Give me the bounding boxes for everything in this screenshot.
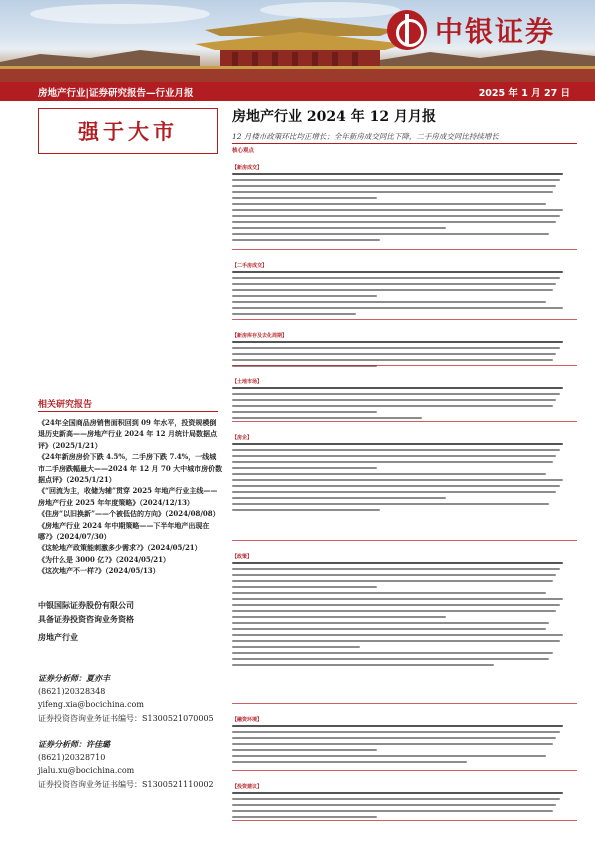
section-divider	[232, 249, 577, 250]
text-line	[232, 301, 546, 303]
text-line	[232, 798, 560, 800]
text-line	[232, 792, 563, 794]
text-line	[232, 455, 556, 457]
section-divider	[232, 421, 577, 422]
text-line	[232, 485, 560, 487]
body-section	[232, 424, 577, 515]
related-report-item[interactable]: 《24年全国商品房销售面积回到 09 年水平，投资规模倒退历史新高——房地产行业 2024 年 12 月统计局数据点评》（2025/1/21）	[38, 418, 217, 450]
brand-name: 中银证券	[435, 15, 556, 48]
related-report-item[interactable]: 《为什么是 3000 亿?》（2024/05/21）	[38, 554, 171, 564]
brand-logo	[387, 6, 587, 54]
text-line	[232, 467, 377, 469]
text-line	[232, 604, 560, 606]
text-line	[232, 203, 546, 205]
report-category-strip	[0, 82, 595, 101]
text-line	[232, 387, 563, 389]
text-line	[232, 749, 377, 751]
section-tag: 【新房库存及去化周期】	[232, 333, 288, 339]
text-line	[232, 503, 549, 505]
text-line	[232, 271, 563, 273]
body-section	[232, 543, 577, 670]
text-line	[232, 592, 546, 594]
text-line	[232, 277, 560, 279]
related-reports-list	[38, 417, 223, 577]
related-report-item[interactable]: 《“回流为主，收储为辅”贯穿 2025 年地产行业主线——房地产行业 2025 年年度策略》（2024/12/13）	[38, 486, 218, 507]
text-line	[232, 393, 560, 395]
text-line	[232, 586, 377, 588]
analyst-name: 证券分析师：夏亦丰	[38, 673, 110, 683]
company-qualification: 具备证券投资咨询业务资格	[38, 614, 134, 624]
text-line	[232, 347, 560, 349]
analyst-phone: (8621)20328710	[38, 753, 106, 763]
analyst-email[interactable]: yifeng.xia@bocichina.com	[38, 700, 144, 710]
body-section	[232, 154, 577, 245]
text-line	[232, 443, 563, 445]
text-line	[232, 341, 563, 343]
text-line	[232, 497, 446, 499]
text-line	[232, 646, 360, 648]
text-line	[232, 622, 549, 624]
related-report-item[interactable]: 《这轮地产政策能刺激多少需求?》（2024/05/21）	[38, 543, 202, 553]
text-line	[232, 449, 560, 451]
text-line	[232, 307, 563, 309]
text-line	[232, 509, 380, 511]
section-divider	[232, 770, 577, 771]
section-divider	[232, 540, 577, 541]
section-tag: 【投资建议】	[232, 784, 263, 790]
section-tag: 【土地市场】	[232, 379, 263, 385]
section-text	[232, 271, 577, 315]
text-line	[232, 761, 467, 763]
text-line	[232, 491, 556, 493]
text-line	[232, 725, 563, 727]
related-report-item[interactable]: 《24年新房房价下跌 4.5%，二手房下跌 7.4%，一线城市二手房跌幅最大——2024 年 12 月 70 大中城市房价数据点评》（2025/1/21）	[38, 452, 223, 485]
section-text	[232, 387, 577, 419]
text-line	[232, 289, 553, 291]
analyst-cert: 证券投资咨询业务证书编号：S1300521070005	[38, 713, 214, 723]
text-line	[232, 227, 446, 229]
text-line	[232, 411, 377, 413]
section-tag: 【二手房成交】	[232, 263, 268, 269]
section-text	[232, 443, 577, 511]
text-line	[232, 628, 546, 630]
section-tag: 【融资环境】	[232, 717, 263, 723]
text-line	[232, 574, 556, 576]
text-line	[232, 634, 563, 636]
section-divider	[232, 820, 577, 821]
section-text	[232, 173, 577, 241]
text-line	[232, 664, 494, 666]
text-line	[232, 816, 377, 818]
analyst-email[interactable]: jialu.xu@bocichina.com	[38, 766, 135, 776]
report-date: 2025 年 1 月 27 日	[478, 87, 570, 99]
summary-label: 核心观点	[232, 148, 255, 154]
body-section	[232, 322, 577, 371]
text-line	[232, 743, 553, 745]
text-line	[232, 652, 553, 654]
company-name: 中银国际证券股份有限公司	[38, 600, 134, 610]
text-line	[232, 737, 556, 739]
header-banner-photo	[0, 0, 595, 82]
text-line	[232, 755, 546, 757]
company-info	[38, 598, 134, 644]
text-line	[232, 473, 546, 475]
section-tag: 【新房成交】	[232, 165, 263, 171]
text-line	[232, 461, 553, 463]
text-line	[232, 295, 377, 297]
text-line	[232, 191, 553, 193]
analyst-phone: (8621)20328348	[38, 687, 106, 697]
section-text	[232, 792, 577, 818]
text-line	[232, 179, 560, 181]
text-line	[232, 353, 556, 355]
text-line	[232, 640, 560, 642]
text-line	[232, 215, 560, 217]
section-divider	[232, 319, 577, 320]
bank-of-china-icon	[387, 10, 427, 50]
text-line	[232, 185, 556, 187]
analyst-card	[38, 738, 238, 791]
text-line	[232, 239, 380, 241]
related-report-item[interactable]: 《这次地产不一样?》（2024/05/13）	[38, 566, 160, 576]
analyst-name: 证券分析师：许佳璐	[38, 739, 110, 749]
company-sector: 房地产行业	[38, 632, 78, 642]
report-title: 房地产行业 2024 年 12 月月报	[232, 109, 436, 125]
text-line	[232, 283, 556, 285]
text-line	[232, 804, 556, 806]
section-text	[232, 725, 577, 763]
section-tag: 【房企】	[232, 435, 253, 441]
text-line	[232, 417, 422, 419]
related-report-item[interactable]: 《房地产行业 2024 年中期策略——下半年地产出现在哪?》（2024/07/30）	[38, 520, 210, 542]
text-line	[232, 209, 563, 211]
text-line	[232, 221, 556, 223]
analyst-cert: 证券投资咨询业务证书编号：S1300521110002	[38, 779, 214, 789]
text-line	[232, 810, 553, 812]
text-line	[232, 197, 377, 199]
related-reports-divider	[38, 411, 218, 412]
text-line	[232, 359, 553, 361]
report-category: 房地产行业|证券研究报告—行业月报	[38, 87, 194, 99]
text-line	[232, 658, 549, 660]
body-section	[232, 773, 577, 822]
text-line	[232, 731, 560, 733]
section-divider	[232, 703, 577, 704]
text-line	[232, 479, 563, 481]
section-text	[232, 562, 577, 666]
text-line	[232, 610, 556, 612]
section-divider	[232, 365, 577, 366]
section-tag: 【政策】	[232, 554, 253, 560]
text-line	[232, 405, 553, 407]
body-section	[232, 706, 577, 767]
related-report-item[interactable]: 《住房“以旧换新”——个被低估的方向》（2024/08/08）	[38, 509, 220, 519]
title-divider	[232, 143, 577, 144]
report-subtitle: 12 月楼市政策环比均正增长；全年新房成交同比下降，二手房成交同比持续增长	[232, 132, 499, 141]
text-line	[232, 562, 563, 564]
industry-rating: 强于大市	[38, 108, 218, 154]
text-line	[232, 233, 549, 235]
text-line	[232, 173, 563, 175]
body-section	[232, 252, 577, 319]
text-line	[232, 580, 553, 582]
body-section	[232, 368, 577, 423]
analyst-card	[38, 672, 238, 725]
text-line	[232, 598, 563, 600]
section-text	[232, 341, 577, 367]
text-line	[232, 616, 446, 618]
text-line	[232, 313, 356, 315]
related-reports-title: 相关研究报告	[38, 400, 93, 410]
text-line	[232, 399, 556, 401]
text-line	[232, 568, 560, 570]
